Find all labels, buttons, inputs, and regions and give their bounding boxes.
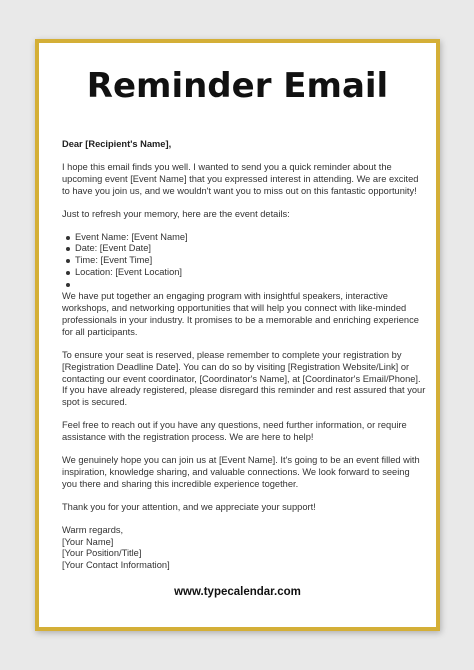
paragraph-hope: We genuinely hope you can join us at [Event Name]. It's going to be an event filled with inspiration, knowledge sharing, and valuable connections. We look forward to seeing you there and sharing this incredible experience together. [62,455,420,489]
paragraph-program: We have put together an engaging program with insightful speakers, interactive workshops, and networking opportunities that will help you connect with like-minded professionals in your industry. It promises to be a memorable and enriching experience for all participants. [62,291,419,337]
paragraph-registration: To ensure your seat is reserved, please remember to complete your registration by [Registration Deadline Date]. You can do so by visiting [Registration Website/Link] or contacting our event coordinator, [Coordinator's Name], at [Coordinator's Email/Phone]. If you have already registered, please disregard this reminder and rest assured that your spot is secured. [62,349,426,408]
paragraph-thanks: Thank you for your attention, and we appreciate your support! [62,501,316,512]
list-item: Time: [Event Time] [75,255,426,267]
signature-block [62,525,426,573]
signature-line: Warm regards, [62,524,124,535]
list-item: Location: [Event Location] [75,267,426,279]
event-details-list [62,232,426,292]
letter-frame [35,39,440,631]
signature-line: [Your Position/Title] [62,548,142,559]
page-title: Reminder Email [86,66,389,106]
list-item [75,279,426,291]
paragraph-details-intro: Just to refresh your memory, here are the event details: [62,208,290,219]
footer-url: www.typecalendar.com [174,586,301,598]
list-item: Date: [Event Date] [75,243,426,255]
signature-line: [Your Name] [62,536,114,547]
signature-line: [Your Contact Information] [62,560,170,571]
salutation: Dear [Recipient's Name], [62,139,172,149]
email-body [62,139,426,572]
paragraph-help: Feel free to reach out if you have any questions, need further information, or require assistance with the registration process. We are here to help! [62,420,407,443]
paragraph-intro: I hope this email finds you well. I wanted to send you a quick reminder about the upcoming event [Event Name] that you expressed interest in attending. We are excited to have you join us, and we wouldn't want you to miss out on this fantastic opportunity! [62,161,419,196]
list-item: Event Name: [Event Name] [75,232,426,244]
